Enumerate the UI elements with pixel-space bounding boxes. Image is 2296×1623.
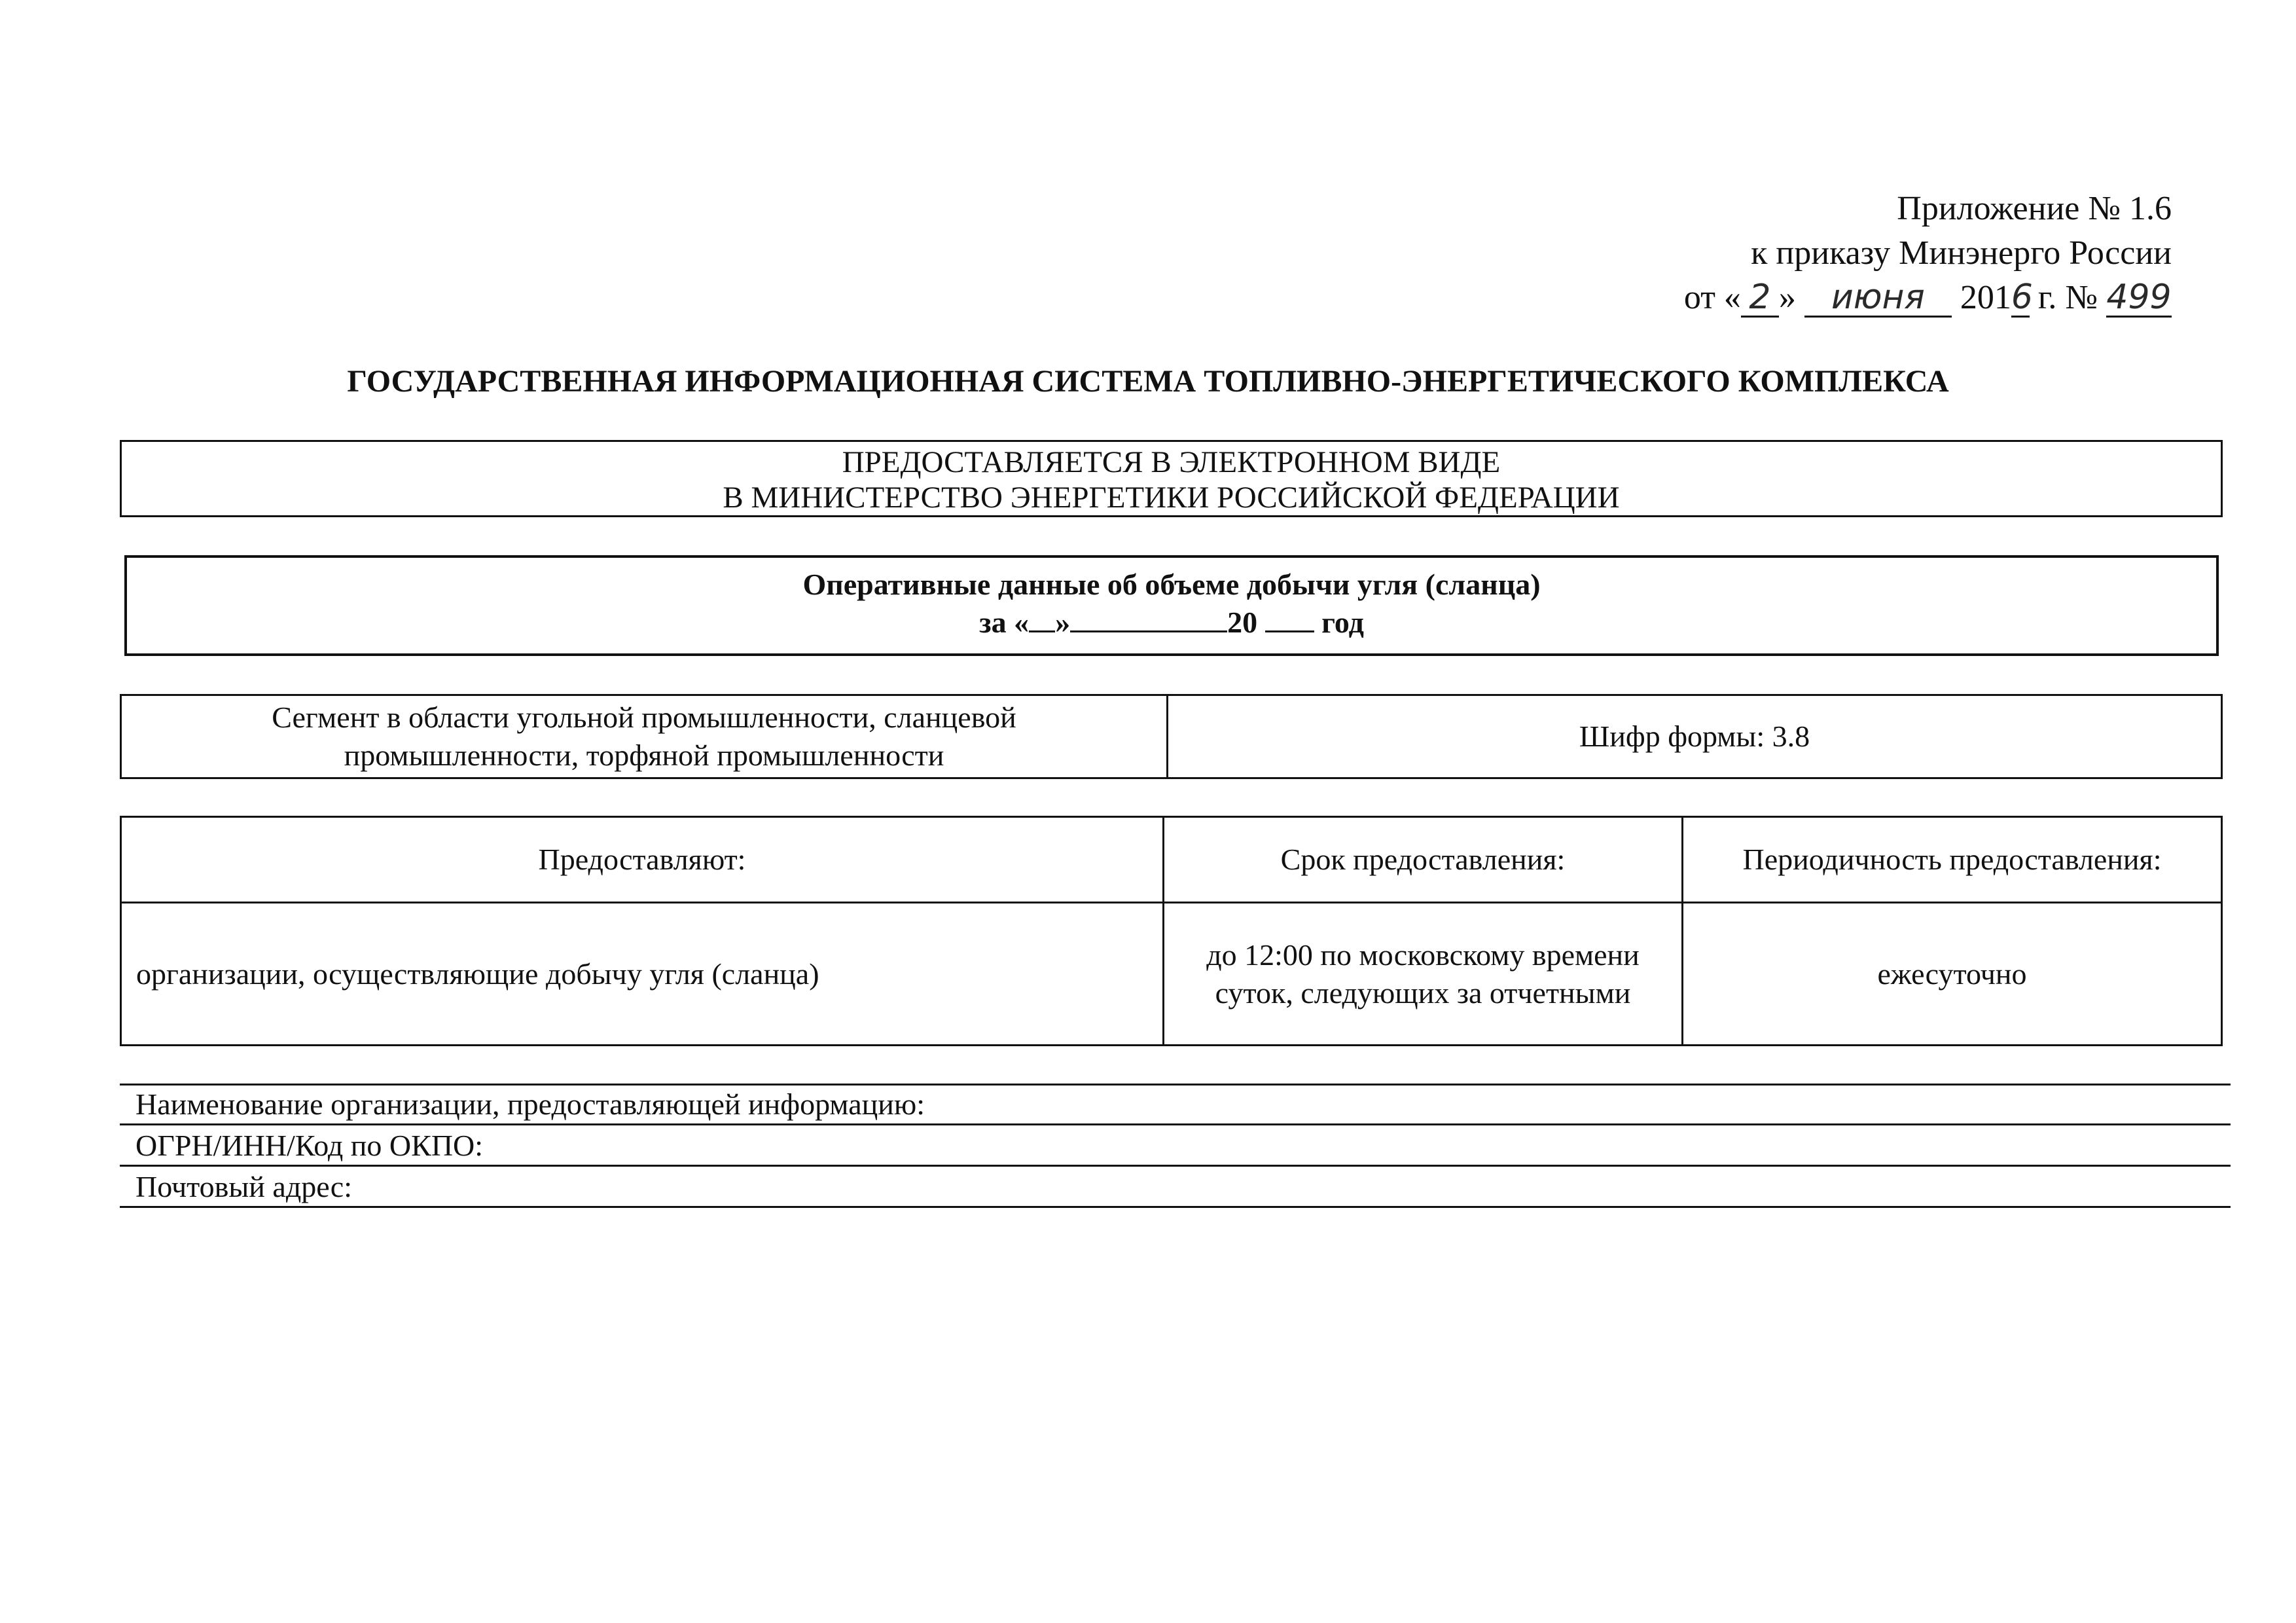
form-title-box bbox=[124, 555, 2219, 656]
period-mid: » bbox=[1055, 606, 1071, 639]
order-month-handwritten: июня bbox=[1804, 279, 1952, 318]
order-date-quote-close: » bbox=[1778, 279, 1796, 316]
order-day-handwritten: 2 bbox=[1741, 279, 1779, 318]
periodicity-value: ежесуточно bbox=[1683, 903, 2222, 1046]
segment-line-1: Сегмент в области угольной промышленности, сланцевой bbox=[272, 701, 1016, 734]
period-day-blank bbox=[1029, 604, 1055, 632]
order-year-digit-handwritten: 6 bbox=[2011, 278, 2034, 317]
deadline-value bbox=[1164, 903, 1683, 1046]
order-year-prefix: 201 bbox=[1960, 279, 2011, 316]
deadline-line-1: до 12:00 по московскому времени bbox=[1206, 938, 1640, 972]
main-table-body-row bbox=[121, 903, 2222, 1046]
period-prefix: за « bbox=[979, 606, 1030, 639]
submission-line-2: В МИНИСТЕРСТВО ЭНЕРГЕТИКИ РОССИЙСКОЙ ФЕДЕРАЦИИ bbox=[723, 481, 1620, 515]
segment-cell bbox=[121, 695, 1168, 778]
info-line-address: Почтовый адрес: bbox=[120, 1167, 2231, 1208]
appendix-order-ref: к приказу Минэнерго России bbox=[1751, 234, 2172, 272]
segment-table bbox=[120, 694, 2223, 779]
form-period bbox=[127, 604, 2216, 642]
info-line-ogrn: ОГРН/ИНН/Код по ОКПО: bbox=[120, 1126, 2231, 1167]
form-title: Оперативные данные об объеме добычи угля (сланца) bbox=[802, 568, 1541, 601]
period-year-blank bbox=[1265, 604, 1314, 632]
period-month-blank bbox=[1070, 604, 1227, 632]
segment-row bbox=[121, 695, 2222, 778]
order-number-handwritten: 499 bbox=[2106, 278, 2172, 317]
header-periodicity: Периодичность предоставления: bbox=[1683, 817, 2222, 903]
order-date-prefix: от « bbox=[1683, 279, 1741, 316]
deadline-line-2: суток, следующих за отчетными bbox=[1215, 976, 1631, 1010]
submission-box bbox=[120, 440, 2223, 517]
submission-line-1: ПРЕДОСТАВЛЯЕТСЯ В ЭЛЕКТРОННОМ ВИДЕ bbox=[842, 445, 1501, 479]
header-deadline: Срок предоставления: bbox=[1164, 817, 1683, 903]
header-providers: Предоставляют: bbox=[121, 817, 1164, 903]
providers-value: организации, осуществляющие добычу угля (сланца) bbox=[121, 903, 1164, 1046]
order-number-prefix: г. № bbox=[2037, 279, 2098, 316]
appendix-block bbox=[1684, 187, 2172, 320]
system-title: ГОСУДАРСТВЕННАЯ ИНФОРМАЦИОННАЯ СИСТЕМА ТОПЛИВНО-ЭНЕРГЕТИЧЕСКОГО КОМПЛЕКСА bbox=[347, 364, 1949, 399]
period-year: 20 bbox=[1227, 606, 1258, 639]
info-line-org-name: Наименование организации, предоставляющей информацию: bbox=[120, 1085, 2231, 1125]
period-suffix: год bbox=[1321, 606, 1364, 639]
segment-line-2: промышленности, торфяной промышленности bbox=[344, 739, 944, 772]
main-table bbox=[120, 816, 2223, 1046]
main-table-header-row bbox=[121, 817, 2222, 903]
appendix-order-date bbox=[1684, 276, 2172, 320]
appendix-number: Приложение № 1.6 bbox=[1897, 190, 2172, 227]
form-code-cell: Шифр формы: 3.8 bbox=[1168, 695, 2222, 778]
